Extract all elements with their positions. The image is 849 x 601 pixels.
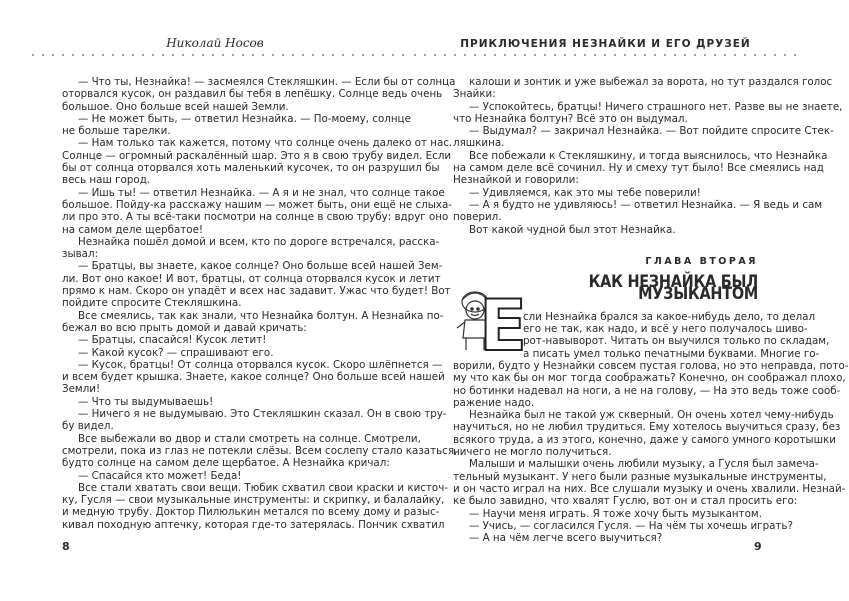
- text-line: пойдите спросите Стекляшкина.: [62, 297, 242, 310]
- text-line: — Удивляемся, как это мы тебе поверили!: [469, 186, 701, 199]
- text-line: — Успокойтесь, братцы! Ничего страшного нет. Разве вы не знаете,: [469, 100, 843, 113]
- text-line: Земли!: [62, 383, 101, 396]
- chapter-title: КАК НЕЗНАЙКА БЫЛ МУЗЫКАНТОМ: [588, 272, 758, 305]
- text-line: — Выдумал? — закричал Незнайка. — Вот пойдите спросите Стек-: [469, 125, 834, 138]
- text-line: и медную трубу. Доктор Пилюлькин метался по всему дому и разыс-: [62, 506, 440, 519]
- text-line: прямо к нам. Скоро он упадёт и всех нас задавит. Ужас что будет! Вот: [62, 285, 451, 298]
- text-line: — Ишь ты! — ответил Незнайка. — А я и не знал, что солнце такое: [78, 186, 445, 199]
- text-line: будто солнце на самом деле щербатое. А Незнайка кричал:: [62, 457, 390, 470]
- text-line: не больше тарелки.: [62, 125, 171, 138]
- text-line: — Братцы, спасайся! Кусок летит!: [78, 334, 267, 347]
- text-line: — Что ты выдумываешь!: [78, 395, 214, 408]
- text-line: тельный музыкант. У него были разные музыкальные инструменты,: [453, 470, 827, 483]
- text-line: Вот какой чудной был этот Незнайка.: [469, 223, 676, 236]
- drop-cap-letter: Е: [479, 285, 527, 367]
- text-line: ражение надо.: [453, 396, 535, 409]
- text-line: Незнайка был не такой уж скверный. Он очень хотел чему-нибудь: [469, 409, 834, 422]
- chapter-one-ending: [453, 76, 843, 236]
- text-line: — Нам только так кажется, потому что солнце очень далеко от нас.: [78, 137, 453, 150]
- text-line: — Кусок, братцы! От солнца оторвался кусок. Скоро шлёпнется —: [78, 358, 443, 371]
- text-line: на самом деле щербатое!: [62, 223, 204, 236]
- text-line: Все стали хватать свои вещи. Тюбик схватил свои краски и кисточ-: [78, 481, 449, 494]
- text-line: бы от солнца оторвался хоть маленький кусочек, то он разрушил бы: [62, 162, 440, 175]
- text-line: Все выбежали во двор и стали смотреть на солнце. Смотрели,: [78, 432, 421, 445]
- text-line: — Братцы, вы знаете, какое солнце? Оно больше всей нашей Зем-: [78, 260, 443, 273]
- text-line: ке было завидно, что хвалят Гуслю, вот он и стал просить его:: [453, 495, 798, 508]
- text-line: — Спасайся кто может! Беда!: [78, 469, 242, 482]
- text-line: но ботинки надевал на ноги, а не на голову, — На это ведь тоже сооб-: [453, 384, 841, 397]
- text-line: большое. Пойду-ка расскажу нашим — может быть, они ещё не слыха-: [62, 198, 452, 211]
- text-line: а писать умел только печатными буквами. Многие го-: [523, 347, 820, 360]
- text-line: бежал во всю прыть домой и давай кричать:: [62, 321, 307, 334]
- dotted-divider: [410, 54, 800, 56]
- text-line: Солнце — огромный раскалённый шар. Это я в свою трубу видел. Если: [62, 149, 452, 162]
- text-line: зывал:: [62, 248, 99, 261]
- text-line: ку, Гусля — свои музыкальные инструменты: и скрипку, и балалайку,: [62, 494, 445, 507]
- text-line: кивал походную аптечку, которая где-то затерялась. Пончик схватил: [62, 518, 445, 531]
- text-line: — Учись, — согласился Гусля. — На чём ты хочешь играть?: [469, 519, 793, 532]
- text-line: — А я будто не удивляюсь! — ответил Незнайка. — Я ведь и сам: [469, 198, 823, 211]
- text-line: ли. Вот оно какое! И вот, братцы, от солнца оторвался кусок и летит: [62, 272, 441, 285]
- text-line: его не так, как надо, и всё у него получалось шиво-: [523, 323, 808, 336]
- text-line: Незнайка пошёл домой и всем, кто по дороге встречался, расска-: [78, 235, 440, 248]
- text-line: смотрели, пока из глаз не потекли слёзы. Всем сослепу стало казаться,: [62, 444, 458, 457]
- text-line: рот-навыворот. Читать он выучился только по складам,: [523, 335, 830, 348]
- text-line: Малыши и малышки очень любили музыку, а Гусля был замеча-: [469, 458, 819, 471]
- running-header-author: Николай Носов: [166, 36, 264, 50]
- text-line: — А на чём легче всего выучиться?: [469, 532, 663, 545]
- text-line: ли про это. А ты всё-таки посмотри на солнце в свою трубу: вдруг оно: [62, 211, 449, 224]
- chapter-label: ГЛАВА ВТОРАЯ: [645, 255, 758, 267]
- text-line: — Не может быть, — ответил Незнайка. — По-моему, солнце: [78, 112, 411, 125]
- text-line: ляшкина.: [453, 137, 505, 150]
- text-line: Знайки:: [453, 88, 496, 101]
- text-line: на самом деле всё сочинил. Ну и смеху тут было! Все смеялись над: [453, 162, 824, 175]
- text-line: — Какой кусок? — спрашивают его.: [78, 346, 274, 359]
- text-line: Все побежали к Стекляшкину, и тогда выяснилось, что Незнайка: [469, 149, 828, 162]
- left-page-text: [62, 76, 458, 531]
- text-line: ничего не могло получиться.: [453, 446, 612, 459]
- text-line: бу видел.: [62, 420, 114, 433]
- text-line: оторвался кусок, он раздавил бы тебя в лепёшку. Солнце ведь очень: [62, 88, 443, 101]
- text-line: калоши и зонтик и уже выбежал за ворота, но тут раздался голос: [469, 76, 833, 88]
- text-line: весь наш город.: [62, 174, 151, 187]
- text-line: и всем будет крышка. Знаете, какое солнце? Оно больше всей нашей: [62, 371, 445, 384]
- text-line: му что как бы он мог тогда соображать? Конечно, он соображал плохо,: [453, 372, 846, 385]
- running-header-title: ПРИКЛЮЧЕНИЯ НЕЗНАЙКИ И ЕГО ДРУЗЕЙ: [460, 38, 751, 50]
- text-line: всякого труда, а из этого, конечно, даже у самого умного коротышки: [453, 433, 836, 446]
- text-line: и он часто играл на них. Все слушали музыку и очень хвалили. Незнай-: [453, 482, 846, 495]
- page-number-left: 8: [62, 540, 70, 553]
- text-line: большое. Оно больше всей нашей Земли.: [62, 100, 289, 113]
- page-number-right: 9: [754, 540, 762, 553]
- text-line: — Что ты, Незнайка! — засмеялся Стекляшкин. — Если бы от солнца: [78, 76, 456, 88]
- dotted-divider: [28, 54, 408, 56]
- text-line: Все смеялись, так как знали, что Незнайка болтун. А Незнайка по-: [78, 309, 444, 322]
- text-line: сли Незнайка брался за какое-нибудь дело, то делал: [523, 310, 816, 323]
- text-line: Незнайкой и говорили:: [453, 174, 579, 187]
- text-line: — Ничего я не выдумываю. Это Стекляшкин сказал. Он в свою тру-: [78, 408, 447, 421]
- text-line: ворили, будто у Незнайки совсем пустая голова, но это неправда, пото-: [453, 359, 849, 372]
- drop-cap-illustration: [453, 285, 527, 367]
- text-line: поверил.: [453, 211, 502, 224]
- text-line: — Научи меня играть. Я тоже хочу быть музыкантом.: [469, 507, 762, 520]
- text-line: научиться, но не любил трудиться. Ему хотелось выучиться сразу, без: [453, 421, 841, 434]
- text-line: что Незнайка болтун? Всё это он выдумал.: [453, 112, 688, 125]
